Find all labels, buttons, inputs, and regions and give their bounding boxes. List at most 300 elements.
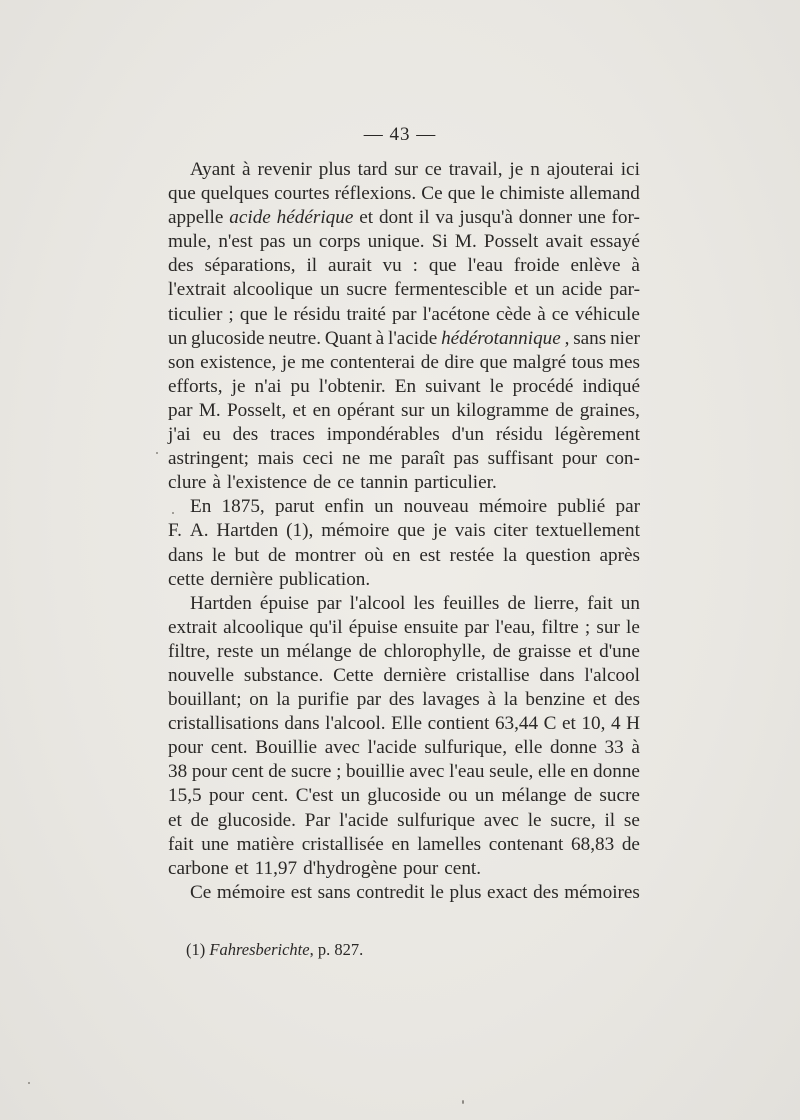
word: con-: [605, 448, 640, 470]
word: elle: [514, 737, 543, 759]
text-line: [168, 664, 640, 688]
word: en: [392, 544, 411, 566]
word: 68,83: [571, 833, 615, 855]
word: feuilles: [442, 592, 500, 614]
text-line: [168, 278, 640, 302]
word: exact: [487, 881, 528, 903]
word: l'acide: [339, 809, 389, 831]
word: hédérotannique: [441, 327, 561, 349]
word: n'est: [218, 231, 253, 253]
word: Posselt,: [226, 399, 287, 421]
word: publication.: [279, 568, 371, 590]
word: vais: [454, 520, 486, 542]
word: contenterai: [330, 351, 416, 373]
footnote-reference: , p. 827.: [309, 940, 364, 959]
word: se: [623, 809, 640, 831]
word: dernière: [383, 664, 447, 686]
text-line: [168, 158, 640, 182]
word: courtes: [274, 183, 330, 205]
word: publié: [557, 496, 606, 518]
word: de: [313, 472, 332, 494]
word: plus: [318, 159, 351, 180]
word: aurait: [328, 255, 372, 277]
word: avait: [545, 231, 583, 253]
word: graisse: [517, 640, 572, 662]
word: corps: [318, 231, 361, 253]
word: est: [290, 881, 313, 903]
word: de: [267, 544, 287, 566]
word: et: [578, 640, 593, 662]
word: de: [573, 785, 592, 807]
footnote: [186, 940, 363, 960]
word: lierre,: [533, 592, 579, 614]
word: mule,: [168, 231, 212, 253]
word: il: [418, 207, 430, 229]
word: à: [631, 255, 640, 277]
word: mais: [257, 448, 294, 470]
word: C'est: [295, 785, 334, 807]
word: contenant: [488, 833, 564, 855]
word: j'ai: [168, 424, 191, 446]
word: il: [604, 809, 616, 831]
word: la: [276, 689, 291, 711]
word: ou: [448, 785, 468, 807]
word: Ce: [421, 183, 443, 205]
word: glucoside: [191, 327, 265, 349]
word: et: [592, 689, 607, 711]
word: sulfurique: [397, 809, 475, 831]
word: il: [306, 255, 318, 277]
word: où: [364, 544, 384, 566]
word: cède: [495, 303, 532, 325]
word: sur: [400, 399, 425, 421]
word: malgré: [512, 351, 567, 373]
text-line: [168, 423, 640, 447]
word: M.: [454, 231, 477, 253]
word: reste: [217, 640, 254, 662]
text-line: [168, 760, 640, 784]
word: M.: [198, 399, 221, 421]
word: un: [320, 279, 340, 301]
word: Ce: [190, 881, 212, 903]
word: nouveau: [403, 496, 469, 518]
word: Si: [431, 231, 448, 253]
text-line: [168, 736, 640, 760]
word: clure: [168, 472, 207, 494]
word: unique.: [367, 231, 425, 253]
word: En: [394, 375, 417, 397]
word: à: [375, 327, 385, 349]
text-line: [168, 254, 640, 278]
word: de: [420, 351, 439, 373]
word: d'hydrogène: [303, 857, 398, 879]
word: plus: [449, 881, 482, 903]
word: le: [626, 616, 640, 638]
word: dernière: [210, 568, 274, 590]
word: nouvelle: [168, 664, 235, 686]
word: dans: [539, 664, 575, 686]
word: Ayant: [190, 159, 236, 180]
word: elle: [537, 761, 566, 783]
word: avec: [483, 809, 519, 831]
word: chimiste: [499, 183, 565, 205]
text-line: [168, 327, 640, 351]
word: en: [391, 833, 410, 855]
word: dans: [284, 713, 320, 735]
word: mémoire: [478, 496, 548, 518]
word: dans: [168, 544, 204, 566]
word: l'existence: [226, 472, 308, 494]
word: que: [168, 183, 196, 205]
word: cent: [231, 761, 264, 783]
word: je: [509, 159, 524, 180]
word: pour: [208, 785, 245, 807]
paper-speck: [172, 512, 174, 514]
word: kilogramme: [456, 399, 549, 421]
word: des: [232, 424, 259, 446]
word: revenir: [257, 159, 312, 180]
word: que: [447, 183, 476, 205]
word: à: [242, 159, 251, 180]
word: H: [626, 713, 640, 735]
word: 4: [610, 713, 621, 735]
word: avec: [409, 761, 445, 783]
word: allemand: [569, 183, 640, 205]
word: filtre,: [168, 640, 211, 662]
word: donne: [593, 761, 640, 783]
word: question: [525, 544, 591, 566]
word: particulier.: [414, 472, 497, 494]
word: le: [489, 375, 504, 397]
word: le: [430, 881, 444, 903]
word: et: [292, 399, 307, 421]
word: cristallise: [456, 664, 530, 686]
word: restée: [449, 544, 495, 566]
word: cent.: [444, 857, 482, 879]
paper-speck: [28, 1082, 30, 1084]
word: l'acide: [367, 737, 417, 759]
word: de: [358, 640, 377, 662]
word: de: [190, 809, 209, 831]
word: Par: [304, 809, 331, 831]
text-line: [168, 712, 640, 736]
word: sucre: [290, 761, 332, 783]
word: ceci: [302, 448, 334, 470]
text-line: [168, 519, 640, 543]
word: 1875,: [221, 496, 265, 518]
word: cristallisée: [301, 833, 384, 855]
word: acide: [561, 279, 603, 301]
word: l'alcool: [584, 664, 640, 686]
word: enlève: [570, 255, 621, 277]
word: montrer: [294, 544, 356, 566]
word: ensuite: [403, 616, 459, 638]
word: appelle: [168, 207, 224, 229]
text-line: [168, 833, 640, 857]
word: lavages: [422, 689, 480, 711]
word: un: [474, 785, 495, 807]
word: froide: [513, 255, 560, 277]
word: je: [231, 375, 246, 397]
text-line: [168, 640, 640, 664]
word: pour: [561, 448, 598, 470]
word: mélange: [501, 785, 567, 807]
word: parut: [274, 496, 315, 518]
word: benzine: [525, 689, 586, 711]
word: acide: [229, 207, 271, 229]
word: mes: [609, 351, 640, 373]
word: le: [211, 544, 226, 566]
word: le: [273, 303, 288, 325]
word: l'alcool: [349, 592, 406, 614]
word: 15,5: [168, 785, 202, 807]
word: mélange: [286, 640, 352, 662]
word: efforts,: [168, 375, 223, 397]
word: je: [281, 351, 296, 373]
word: l'obtenir.: [318, 375, 386, 397]
word: tous: [571, 351, 604, 373]
word: fermentescible: [394, 279, 508, 301]
word: extrait: [168, 616, 218, 638]
text-line: [168, 303, 640, 327]
word: d'un: [451, 424, 484, 446]
word: alcoolique: [223, 616, 304, 638]
word: qu'il: [309, 616, 343, 638]
word: En: [190, 496, 212, 518]
word: que: [479, 351, 508, 373]
word: un: [292, 231, 312, 253]
text-line: [168, 784, 640, 808]
word: que: [397, 520, 426, 542]
word: des: [614, 689, 640, 711]
text-line: [168, 592, 640, 616]
word: par: [356, 689, 382, 711]
text-line: [168, 351, 640, 375]
text-line: [168, 230, 640, 254]
word: par: [615, 496, 640, 518]
word: glucoside.: [217, 809, 296, 831]
text-line: [168, 616, 640, 640]
word: ici: [620, 159, 640, 180]
word: de: [268, 761, 287, 783]
word: en: [570, 761, 589, 783]
word: en: [312, 399, 331, 421]
word: un: [430, 399, 450, 421]
word: tard: [357, 159, 388, 180]
word: travail,: [448, 159, 503, 180]
word: substance.: [243, 664, 324, 686]
text-line: [168, 881, 640, 905]
word: résidu: [293, 303, 341, 325]
word: me: [368, 448, 393, 470]
word: traité: [346, 303, 386, 325]
footnote-marker: (1): [186, 940, 210, 959]
word: n: [530, 159, 540, 180]
word: de: [507, 592, 526, 614]
word: filtre: [541, 616, 579, 638]
text-line: [168, 182, 640, 206]
word: à: [212, 472, 221, 494]
word: carbone: [168, 857, 229, 879]
text-line: [168, 809, 640, 833]
word: ;: [228, 303, 234, 325]
word: Cette: [333, 664, 374, 686]
text-line: [168, 495, 640, 519]
word: l'acétone: [422, 303, 490, 325]
word: dire: [444, 351, 475, 373]
word: cent.: [251, 785, 289, 807]
word: vu: [382, 255, 402, 277]
word: pour: [168, 737, 204, 759]
word: la: [503, 544, 517, 566]
word: procédé: [512, 375, 574, 397]
word: son: [168, 351, 195, 373]
word: Hartden: [216, 520, 279, 542]
word: ce: [337, 472, 355, 494]
text-line: [168, 544, 640, 568]
word: dont: [378, 207, 414, 229]
word: un: [374, 496, 394, 518]
word: suivant: [425, 375, 481, 397]
word: par: [168, 399, 193, 421]
word: nier: [610, 327, 640, 349]
word: ticulier: [168, 303, 223, 325]
word: la: [503, 689, 518, 711]
word: le: [480, 183, 495, 205]
word: ;: [336, 761, 342, 783]
word: Hartden: [190, 592, 252, 614]
word: alcoolique: [233, 279, 313, 301]
word: neutre.: [268, 327, 322, 349]
page-number: — 43 —: [363, 124, 437, 145]
word: astringent;: [168, 448, 249, 470]
word: Elle: [391, 713, 423, 735]
word: réflexions.: [334, 183, 417, 205]
word: par: [391, 303, 417, 325]
word: cent.: [210, 737, 248, 759]
word: contredit: [356, 881, 425, 903]
word: n'ai: [254, 375, 282, 397]
word: essayé: [589, 231, 640, 253]
word: pour: [403, 857, 439, 879]
word: F.: [168, 520, 182, 542]
paper-speck: [462, 1100, 464, 1104]
word: et: [514, 279, 529, 301]
word: par-: [609, 279, 640, 301]
word: lamelles: [417, 833, 482, 855]
word: des: [533, 881, 559, 903]
word: ;: [584, 616, 591, 638]
word: et: [168, 809, 182, 831]
word: de: [555, 399, 574, 421]
word: va: [435, 207, 454, 229]
word: un: [168, 327, 188, 349]
word: eu: [202, 424, 221, 446]
word: l'alcool.: [325, 713, 386, 735]
word: seule,: [489, 761, 534, 783]
word: donne: [549, 737, 597, 759]
word: paraît: [401, 448, 445, 470]
word: jusqu'à: [459, 207, 513, 229]
word: et: [562, 713, 576, 735]
text-line: [168, 857, 640, 881]
word: le: [527, 809, 542, 831]
word: impondérables: [326, 424, 440, 446]
word: véhicule: [574, 303, 640, 325]
word: que: [428, 255, 457, 277]
word: l'eau,: [495, 616, 536, 638]
word: C: [543, 713, 557, 735]
word: donner: [518, 207, 573, 229]
word: bouillant;: [168, 689, 242, 711]
paper-speck: [156, 452, 158, 454]
word: séparations,: [204, 255, 296, 277]
word: sans: [573, 327, 607, 349]
word: avec: [324, 737, 360, 759]
text-line: [168, 688, 640, 712]
word: l'extrait: [168, 279, 226, 301]
word: indiqué: [582, 375, 640, 397]
word: après: [599, 544, 640, 566]
word: suffisant: [487, 448, 554, 470]
word: une: [201, 833, 229, 855]
word: de: [621, 833, 640, 855]
word: des: [388, 689, 415, 711]
word: opérant: [337, 399, 395, 421]
word: tannin: [360, 472, 409, 494]
word: 33: [604, 737, 624, 759]
word: épuise: [259, 592, 309, 614]
word: me: [301, 351, 325, 373]
word: je: [432, 520, 447, 542]
word: graines,: [579, 399, 640, 421]
word: l'eau: [467, 255, 503, 277]
word: but: [234, 544, 260, 566]
word: sur: [596, 616, 620, 638]
word: fait: [168, 833, 194, 855]
word: Posselt: [483, 231, 539, 253]
body-text: [168, 158, 640, 905]
footnote-source: Fahresberichte: [209, 940, 310, 959]
word: résidu: [495, 424, 543, 446]
word: sans: [317, 881, 351, 903]
word: A.: [189, 520, 209, 542]
word: ,: [564, 327, 570, 349]
text-line: [168, 568, 640, 592]
word: que: [239, 303, 268, 325]
word: l'acide: [387, 327, 438, 349]
word: à: [631, 737, 640, 759]
word: matière: [236, 833, 295, 855]
word: légèrement: [554, 424, 640, 446]
word: sucre: [599, 785, 640, 807]
text-line: [168, 399, 640, 423]
word: sur: [394, 159, 418, 180]
word: l'eau: [449, 761, 485, 783]
word: chlorophylle,: [383, 640, 486, 662]
word: for-: [611, 207, 640, 229]
text-line: [168, 375, 640, 399]
word: pour: [191, 761, 227, 783]
text-line: [168, 471, 640, 495]
word: traces: [270, 424, 315, 446]
word: sucre: [346, 279, 387, 301]
word: pas: [259, 231, 286, 253]
word: un: [260, 640, 280, 662]
word: Quant: [324, 327, 372, 349]
word: un: [620, 592, 640, 614]
word: à: [537, 303, 546, 325]
